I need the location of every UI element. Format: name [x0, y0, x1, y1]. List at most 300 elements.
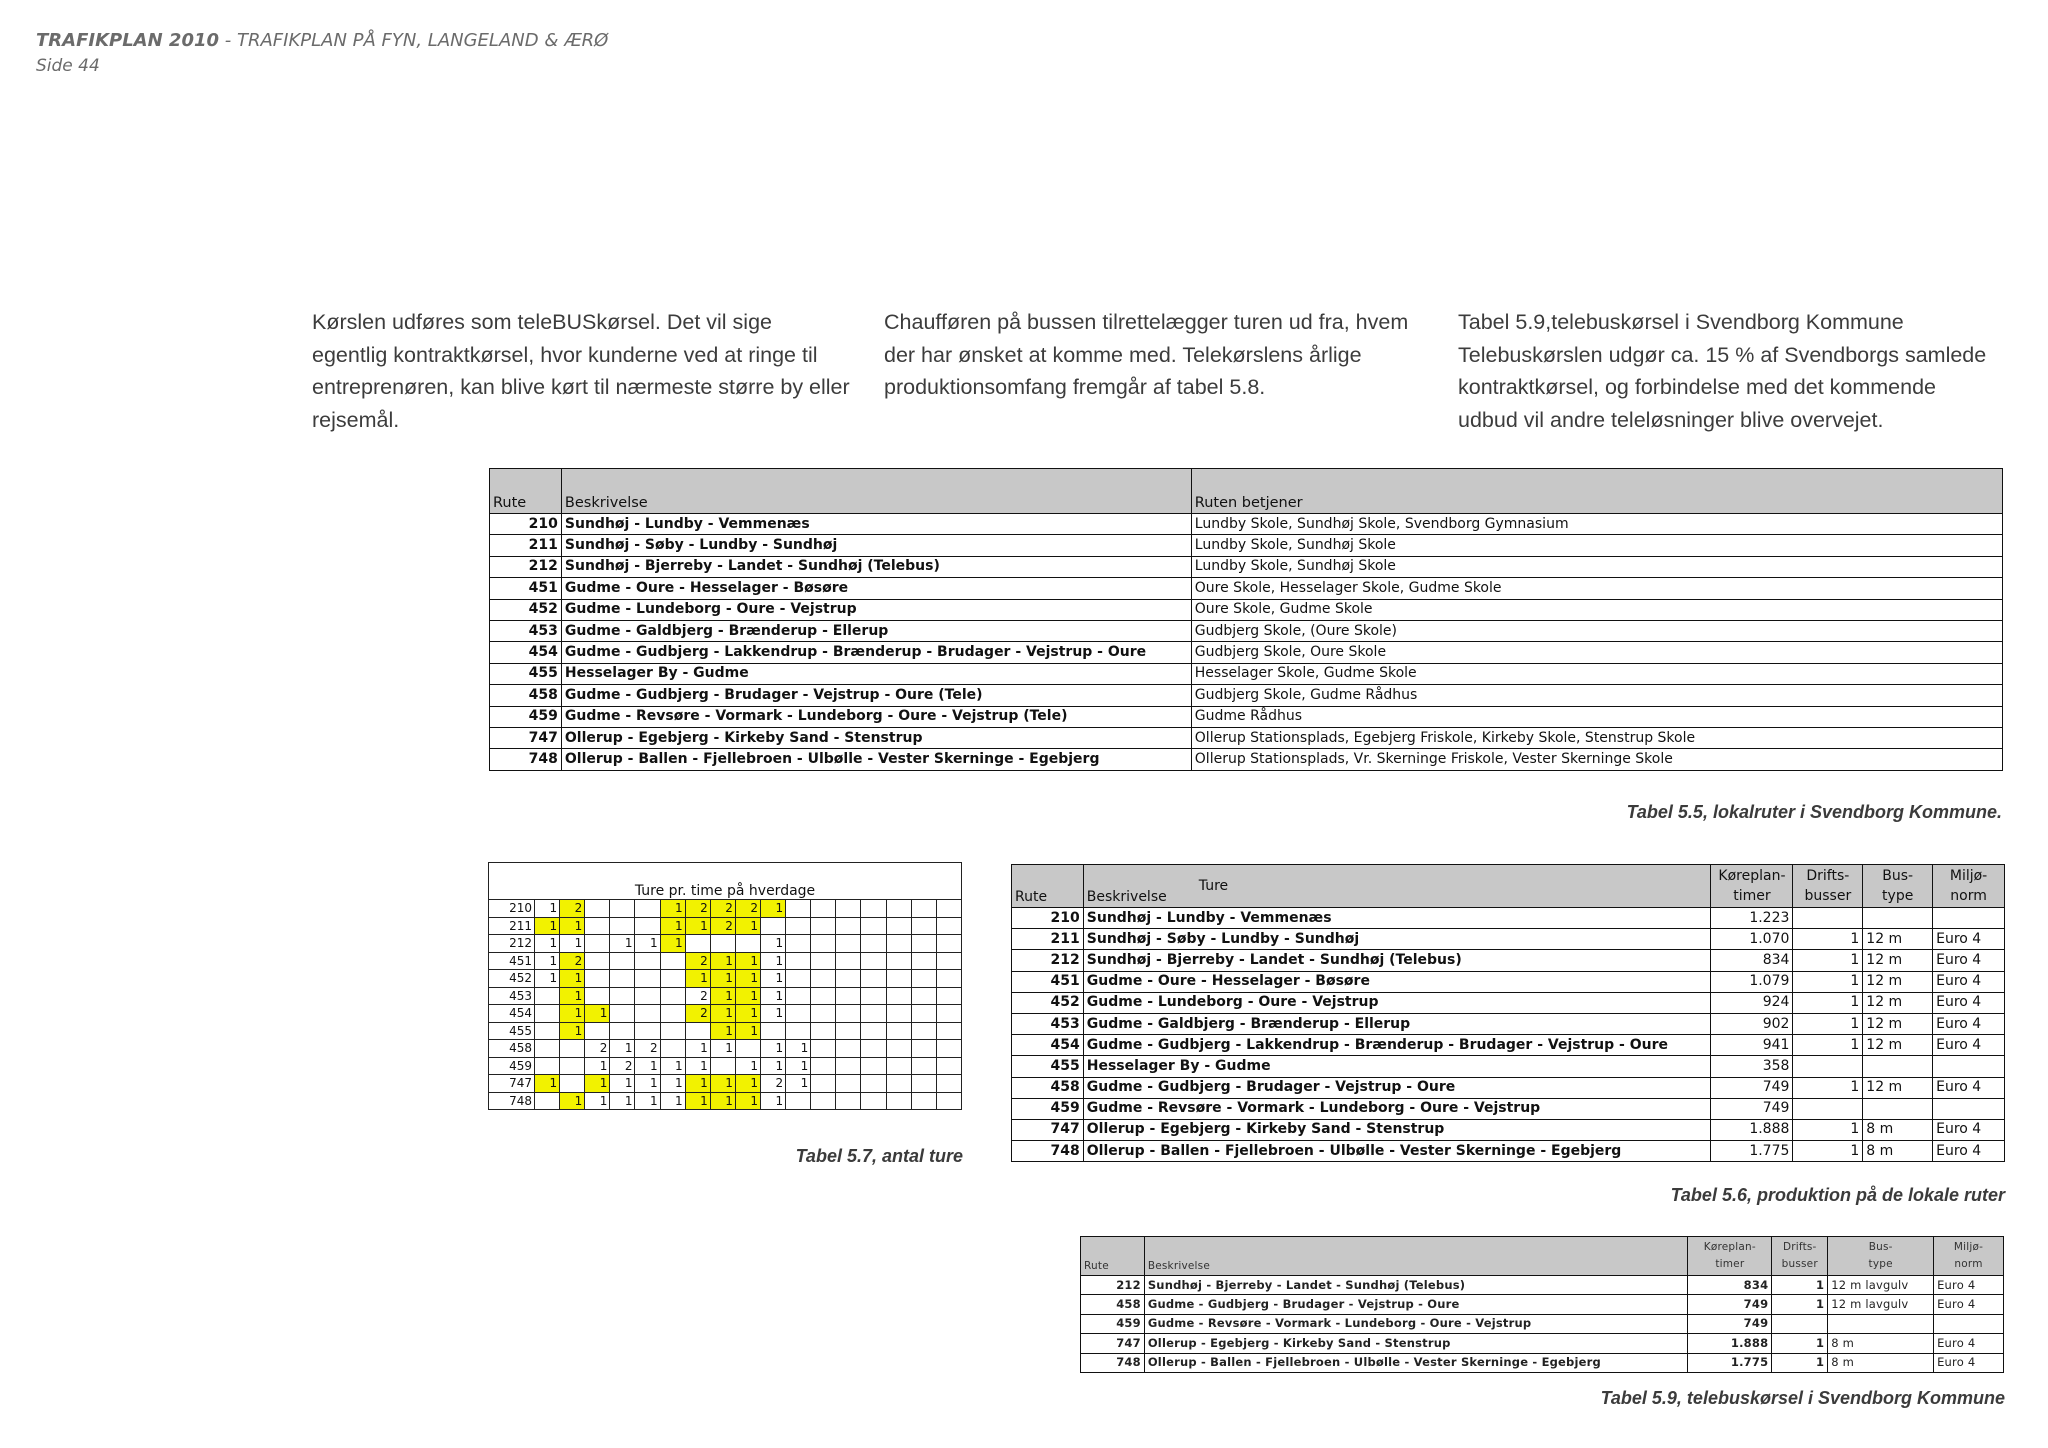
- table-row: [490, 685, 2003, 706]
- cell-koereplantimer: 1.775: [1711, 1141, 1793, 1162]
- cell-rute: 453: [1012, 1013, 1084, 1034]
- cell-beskrivelse: Sundhøj - Bjerreby - Landet - Sundhøj (Telebus): [561, 556, 1191, 577]
- table-row: [490, 535, 2003, 556]
- cell-driftsbusser: 1: [1793, 1077, 1863, 1098]
- cell-beskrivelse: Ollerup - Egebjerg - Kirkeby Sand - Stenstrup: [561, 727, 1191, 748]
- cell-rute: 459: [489, 1057, 535, 1075]
- cell-ture: [911, 952, 936, 970]
- cell-ture: [886, 987, 911, 1005]
- cell-ture: 1: [761, 935, 786, 953]
- cell-rute: 212: [1081, 1276, 1145, 1295]
- col-header-beskrivelse: [1083, 865, 1711, 908]
- cell-bustype: 12 m: [1863, 950, 1933, 971]
- cell-ture: 2: [685, 900, 710, 918]
- cell-beskrivelse: Gudme - Revsøre - Vormark - Lundeborg - Oure - Vejstrup: [1083, 1098, 1711, 1119]
- cell-ture: [811, 1022, 836, 1040]
- cell-driftsbusser: [1793, 908, 1863, 929]
- cell-ture: [761, 1022, 786, 1040]
- cell-koereplantimer: 1.775: [1688, 1353, 1772, 1372]
- cell-beskrivelse: Gudme - Gudbjerg - Brudager - Vejstrup - Oure (Tele): [561, 685, 1191, 706]
- table-header-row: [490, 469, 2003, 514]
- cell-ture: [911, 900, 936, 918]
- cell-ture: [735, 1040, 760, 1058]
- cell-ture: [936, 1092, 961, 1110]
- cell-ture: 1: [560, 1092, 585, 1110]
- cell-ture: 1: [535, 1075, 560, 1093]
- cell-koereplantimer: 1.070: [1711, 929, 1793, 950]
- cell-ture: [610, 917, 635, 935]
- cell-driftsbusser: [1793, 1056, 1863, 1077]
- cell-ture: 2: [610, 1057, 635, 1075]
- cell-ruten-betjener: Lundby Skole, Sundhøj Skole: [1191, 556, 2002, 577]
- cell-ture: [635, 900, 660, 918]
- table-row: [490, 706, 2003, 727]
- cell-ture: 1: [761, 970, 786, 988]
- cell-rute: 747: [1081, 1334, 1145, 1353]
- cell-bustype: 12 m lavgulv: [1828, 1295, 1934, 1314]
- cell-koereplantimer: 834: [1688, 1276, 1772, 1295]
- cell-ture: [735, 935, 760, 953]
- cell-ture: [610, 1005, 635, 1023]
- cell-beskrivelse: Ollerup - Ballen - Fjellebroen - Ulbølle - Vester Skerninge - Egebjerg: [561, 749, 1191, 770]
- cell-ture: [886, 970, 911, 988]
- cell-koereplantimer: 1.888: [1711, 1119, 1793, 1140]
- caption-table-5-5: Tabel 5.5, lokalruter i Svendborg Kommune.: [1626, 802, 2002, 822]
- cell-driftsbusser: [1793, 1098, 1863, 1119]
- cell-rute: 211: [490, 535, 562, 556]
- cell-ture: 2: [685, 952, 710, 970]
- col-header-beskrivelse: Beskrivelse: [1144, 1237, 1688, 1276]
- cell-koereplantimer: 358: [1711, 1056, 1793, 1077]
- table-row: [1081, 1295, 2004, 1314]
- table-row: [489, 1005, 962, 1023]
- cell-koereplantimer: 749: [1688, 1314, 1772, 1333]
- cell-ture: 1: [786, 1075, 811, 1093]
- cell-ture: 2: [560, 952, 585, 970]
- cell-bustype: 8 m: [1863, 1119, 1933, 1140]
- cell-ture: 1: [685, 1075, 710, 1093]
- table-header-row: [1081, 1237, 2004, 1276]
- cell-ture: [535, 1022, 560, 1040]
- cell-ture: 2: [685, 1005, 710, 1023]
- cell-ture: 1: [735, 1022, 760, 1040]
- cell-ture: 1: [685, 1092, 710, 1110]
- cell-ture: 1: [710, 1040, 735, 1058]
- cell-ture: [886, 1005, 911, 1023]
- cell-ture: [786, 952, 811, 970]
- cell-driftsbusser: 1: [1772, 1353, 1828, 1372]
- cell-ture: 1: [761, 900, 786, 918]
- cell-ture: 1: [610, 1040, 635, 1058]
- cell-ture: [610, 970, 635, 988]
- cell-bustype: 12 m: [1863, 992, 1933, 1013]
- table-row: [1012, 1013, 2005, 1034]
- table-row: [490, 620, 2003, 641]
- table-title-row: [489, 863, 962, 900]
- cell-ture: [660, 970, 685, 988]
- col-header-beskrivelse-label: Beskrivelse: [1086, 889, 1167, 905]
- cell-ture: 1: [660, 1075, 685, 1093]
- cell-ture: 1: [585, 1005, 610, 1023]
- cell-ture: [911, 1022, 936, 1040]
- cell-ture: 1: [710, 1092, 735, 1110]
- header-line-1: Køreplan-: [1718, 868, 1786, 884]
- cell-ture: [635, 952, 660, 970]
- cell-bustype: 12 m: [1863, 971, 1933, 992]
- cell-ture: [660, 952, 685, 970]
- cell-ture: [861, 900, 886, 918]
- cell-ture: [635, 917, 660, 935]
- cell-rute: 454: [1012, 1035, 1084, 1056]
- cell-ture: [911, 1075, 936, 1093]
- cell-rute: 453: [489, 987, 535, 1005]
- cell-ture: 1: [635, 1075, 660, 1093]
- cell-ture: 1: [560, 1005, 585, 1023]
- cell-rute: 459: [490, 706, 562, 727]
- cell-ture: [861, 987, 886, 1005]
- cell-driftsbusser: 1: [1793, 1013, 1863, 1034]
- table-row: [1012, 1056, 2005, 1077]
- cell-ture: [836, 1005, 861, 1023]
- cell-ture: [585, 935, 610, 953]
- cell-ture: [535, 1005, 560, 1023]
- cell-miljoenorm: [1933, 908, 2005, 929]
- header-line-1: Bus-: [1868, 1241, 1893, 1253]
- cell-ture: [886, 1040, 911, 1058]
- cell-beskrivelse: Gudme - Lundeborg - Oure - Vejstrup: [1083, 992, 1711, 1013]
- cell-ture: [911, 917, 936, 935]
- cell-ture: 1: [761, 1040, 786, 1058]
- cell-ruten-betjener: Lundby Skole, Sundhøj Skole: [1191, 535, 2002, 556]
- table-row: [489, 935, 962, 953]
- cell-ture: [861, 1075, 886, 1093]
- cell-ture: 1: [685, 970, 710, 988]
- cell-beskrivelse: Gudme - Galdbjerg - Brænderup - Ellerup: [561, 620, 1191, 641]
- cell-ture: [610, 952, 635, 970]
- cell-ture: [660, 1005, 685, 1023]
- text-column-1: Kørslen udføres som teleBUSkørsel. Det vil sige egentlig kontraktkørsel, hvor kunderne ved at ringe til entreprenøren, kan blive kørt til nærmeste større by eller rejsemål.: [312, 310, 850, 432]
- cell-rute: 451: [1012, 971, 1084, 992]
- cell-ture: [836, 1075, 861, 1093]
- cell-ture: [836, 1022, 861, 1040]
- cell-koereplantimer: 1.888: [1688, 1334, 1772, 1353]
- table-row: [490, 599, 2003, 620]
- caption-table-5-6: Tabel 5.6, produktion på de lokale ruter: [1670, 1185, 2005, 1205]
- cell-miljoenorm: Euro 4: [1933, 1141, 2005, 1162]
- cell-ruten-betjener: Oure Skole, Hesselager Skole, Gudme Skole: [1191, 578, 2002, 599]
- cell-ture: 2: [685, 987, 710, 1005]
- header-line-2: type: [1882, 888, 1914, 904]
- cell-beskrivelse: Sundhøj - Lundby - Vemmenæs: [1083, 908, 1711, 929]
- cell-beskrivelse: Gudme - Gudbjerg - Brudager - Vejstrup - Oure: [1144, 1295, 1688, 1314]
- cell-koereplantimer: 1.223: [1711, 908, 1793, 929]
- cell-ture: 1: [710, 987, 735, 1005]
- cell-ture: [560, 1057, 585, 1075]
- header-line-2: busser: [1804, 888, 1852, 904]
- cell-beskrivelse: Ollerup - Egebjerg - Kirkeby Sand - Stenstrup: [1144, 1334, 1688, 1353]
- cell-ture: [836, 987, 861, 1005]
- cell-bustype: 8 m: [1863, 1141, 1933, 1162]
- col-header-rute: Rute: [1012, 865, 1084, 908]
- table-5-5: [489, 468, 2003, 771]
- cell-ture: [560, 1040, 585, 1058]
- cell-miljoenorm: Euro 4: [1934, 1334, 2004, 1353]
- cell-rute: 455: [1012, 1056, 1084, 1077]
- table-row: [1012, 992, 2005, 1013]
- col-header-driftsbusser: [1772, 1237, 1828, 1276]
- cell-rute: 455: [490, 663, 562, 684]
- header-line-1: Miljø-: [1949, 868, 1988, 884]
- cell-ture: [836, 917, 861, 935]
- col-header-miljoenorm: [1933, 865, 2005, 908]
- cell-ture: [936, 1005, 961, 1023]
- cell-miljoenorm: Euro 4: [1934, 1295, 2004, 1314]
- cell-bustype: 8 m: [1828, 1334, 1934, 1353]
- cell-beskrivelse: Ollerup - Ballen - Fjellebroen - Ulbølle - Vester Skerninge - Egebjerg: [1083, 1141, 1711, 1162]
- cell-ture: [911, 935, 936, 953]
- cell-ture: [861, 1040, 886, 1058]
- cell-miljoenorm: Euro 4: [1933, 950, 2005, 971]
- cell-ture: [811, 1075, 836, 1093]
- cell-ture: [811, 987, 836, 1005]
- cell-ture: 1: [560, 987, 585, 1005]
- cell-ture: 1: [585, 1092, 610, 1110]
- table-row: [1012, 1077, 2005, 1098]
- table-row: [490, 663, 2003, 684]
- cell-ture: 1: [535, 935, 560, 953]
- cell-beskrivelse: Sundhøj - Søby - Lundby - Sundhøj: [1083, 929, 1711, 950]
- cell-koereplantimer: 749: [1688, 1295, 1772, 1314]
- cell-ture: [786, 970, 811, 988]
- col-header-koereplantimer: [1711, 865, 1793, 908]
- cell-ture: [836, 970, 861, 988]
- cell-rute: 458: [489, 1040, 535, 1058]
- cell-beskrivelse: Sundhøj - Lundby - Vemmenæs: [561, 514, 1191, 535]
- table-row: [1012, 1035, 2005, 1056]
- col-header-ruten-betjener: Ruten betjener: [1191, 469, 2002, 514]
- cell-bustype: 12 m: [1863, 1013, 1933, 1034]
- cell-ture: [886, 900, 911, 918]
- cell-koereplantimer: 1.079: [1711, 971, 1793, 992]
- cell-ture: [936, 900, 961, 918]
- cell-ture: [761, 917, 786, 935]
- cell-rute: 458: [1081, 1295, 1145, 1314]
- cell-ture: 1: [786, 1057, 811, 1075]
- cell-rute: 451: [489, 952, 535, 970]
- table-row: [1081, 1353, 2004, 1372]
- cell-ture: [811, 1005, 836, 1023]
- table-row: [1081, 1334, 2004, 1353]
- cell-beskrivelse: Gudme - Revsøre - Vormark - Lundeborg - Oure - Vejstrup: [1144, 1314, 1688, 1333]
- cell-ture: [836, 1057, 861, 1075]
- table-row: [490, 749, 2003, 770]
- cell-ture: 1: [560, 917, 585, 935]
- cell-miljoenorm: Euro 4: [1934, 1276, 2004, 1295]
- cell-ture: [861, 1057, 886, 1075]
- cell-ture: [535, 1057, 560, 1075]
- table-row: [489, 1040, 962, 1058]
- cell-rute: 453: [490, 620, 562, 641]
- document-header: [36, 30, 608, 51]
- cell-koereplantimer: 749: [1711, 1098, 1793, 1119]
- cell-ture: 1: [735, 917, 760, 935]
- cell-ture: [861, 970, 886, 988]
- table-row: [489, 1092, 962, 1110]
- cell-beskrivelse: Gudme - Oure - Hesselager - Bøsøre: [1083, 971, 1711, 992]
- cell-ture: [535, 987, 560, 1005]
- cell-ture: [936, 1075, 961, 1093]
- header-line-1: Bus-: [1882, 868, 1914, 884]
- cell-ture: [786, 900, 811, 918]
- cell-ture: [911, 1040, 936, 1058]
- cell-beskrivelse: Gudme - Galdbjerg - Brænderup - Ellerup: [1083, 1013, 1711, 1034]
- cell-ture: 1: [685, 1057, 710, 1075]
- cell-miljoenorm: Euro 4: [1933, 1013, 2005, 1034]
- cell-ture: [811, 917, 836, 935]
- col-header-ture: Ture: [1198, 878, 1229, 894]
- cell-ture: [560, 1075, 585, 1093]
- cell-ture: [936, 970, 961, 988]
- cell-rute: 452: [489, 970, 535, 988]
- cell-ruten-betjener: Gudbjerg Skole, (Oure Skole): [1191, 620, 2002, 641]
- cell-beskrivelse: Hesselager By - Gudme: [561, 663, 1191, 684]
- table-5-6: [1011, 864, 2005, 1162]
- col-header-bustype: [1863, 865, 1933, 908]
- cell-ture: [610, 900, 635, 918]
- cell-driftsbusser: [1772, 1314, 1828, 1333]
- cell-ruten-betjener: Gudbjerg Skole, Gudme Rådhus: [1191, 685, 2002, 706]
- cell-ture: 1: [786, 1040, 811, 1058]
- cell-driftsbusser: 1: [1772, 1295, 1828, 1314]
- cell-ture: [786, 1005, 811, 1023]
- cell-ture: [811, 952, 836, 970]
- cell-driftsbusser: 1: [1793, 929, 1863, 950]
- table-row: [490, 578, 2003, 599]
- table-row: [1081, 1314, 2004, 1333]
- table-5-7-title: Ture pr. time på hverdage: [489, 863, 962, 900]
- cell-ture: 1: [660, 1057, 685, 1075]
- table-row: [1012, 950, 2005, 971]
- cell-ture: [936, 917, 961, 935]
- cell-ture: 1: [735, 1075, 760, 1093]
- page-number: Side 44: [36, 56, 100, 76]
- cell-beskrivelse: Sundhøj - Bjerreby - Landet - Sundhøj (Telebus): [1083, 950, 1711, 971]
- cell-ture: 1: [735, 1092, 760, 1110]
- cell-ture: [836, 935, 861, 953]
- table-row: [1081, 1276, 2004, 1295]
- table-row: [490, 556, 2003, 577]
- cell-beskrivelse: Gudme - Oure - Hesselager - Bøsøre: [561, 578, 1191, 599]
- cell-ture: 2: [710, 900, 735, 918]
- table-row: [1012, 929, 2005, 950]
- cell-rute: 210: [490, 514, 562, 535]
- cell-ture: 1: [761, 1005, 786, 1023]
- cell-koereplantimer: 924: [1711, 992, 1793, 1013]
- cell-ture: 1: [585, 1057, 610, 1075]
- cell-rute: 212: [1012, 950, 1084, 971]
- cell-ture: [861, 1022, 886, 1040]
- cell-ture: [861, 952, 886, 970]
- cell-ture: 1: [710, 1075, 735, 1093]
- cell-ture: [635, 1022, 660, 1040]
- header-line-1: Drifts-: [1806, 868, 1850, 884]
- cell-rute: 211: [489, 917, 535, 935]
- caption-table-5-7: Tabel 5.7, antal ture: [795, 1146, 963, 1166]
- cell-ture: 1: [560, 1022, 585, 1040]
- cell-ture: 1: [710, 1005, 735, 1023]
- table-row: [490, 727, 2003, 748]
- table-row: [490, 642, 2003, 663]
- header-line-2: busser: [1781, 1258, 1818, 1270]
- header-line-2: norm: [1954, 1258, 1983, 1270]
- cell-ture: [811, 900, 836, 918]
- table-header-row: [1012, 865, 2005, 908]
- cell-ture: 1: [585, 1075, 610, 1093]
- col-header-miljoenorm: [1934, 1237, 2004, 1276]
- cell-rute: 748: [1081, 1353, 1145, 1372]
- header-line-1: Drifts-: [1782, 1241, 1817, 1253]
- cell-ture: [886, 917, 911, 935]
- cell-ruten-betjener: Gudbjerg Skole, Oure Skole: [1191, 642, 2002, 663]
- cell-ture: 2: [735, 900, 760, 918]
- header-title: TRAFIKPLAN 2010: [36, 30, 220, 51]
- cell-miljoenorm: Euro 4: [1934, 1353, 2004, 1372]
- cell-ture: [836, 952, 861, 970]
- cell-ture: [786, 987, 811, 1005]
- cell-driftsbusser: 1: [1793, 950, 1863, 971]
- cell-beskrivelse: Ollerup - Egebjerg - Kirkeby Sand - Stenstrup: [1083, 1119, 1711, 1140]
- cell-rute: 748: [489, 1092, 535, 1110]
- cell-driftsbusser: 1: [1793, 1035, 1863, 1056]
- cell-ture: [886, 1075, 911, 1093]
- table-row: [490, 514, 2003, 535]
- cell-ture: 1: [761, 1092, 786, 1110]
- cell-ture: 1: [535, 952, 560, 970]
- cell-rute: 748: [1012, 1141, 1084, 1162]
- cell-ture: [585, 952, 610, 970]
- table-row: [1012, 1141, 2005, 1162]
- table-row: [489, 952, 962, 970]
- cell-beskrivelse: Ollerup - Ballen - Fjellebroen - Ulbølle - Vester Skerninge - Egebjerg: [1144, 1353, 1688, 1372]
- cell-ture: [585, 970, 610, 988]
- cell-ture: [660, 1040, 685, 1058]
- cell-koereplantimer: 941: [1711, 1035, 1793, 1056]
- cell-ture: [936, 935, 961, 953]
- cell-ture: [911, 1005, 936, 1023]
- cell-ture: [936, 987, 961, 1005]
- table-row: [489, 917, 962, 935]
- cell-beskrivelse: Gudme - Revsøre - Vormark - Lundeborg - Oure - Vejstrup (Tele): [561, 706, 1191, 727]
- cell-miljoenorm: [1933, 1098, 2005, 1119]
- cell-ture: [886, 1022, 911, 1040]
- cell-miljoenorm: [1933, 1056, 2005, 1077]
- cell-ture: 1: [685, 1040, 710, 1058]
- cell-ture: 1: [660, 1092, 685, 1110]
- header-line-2: norm: [1950, 888, 1987, 904]
- cell-driftsbusser: 1: [1772, 1334, 1828, 1353]
- cell-ture: [786, 1092, 811, 1110]
- cell-ture: [936, 1022, 961, 1040]
- cell-rute: 455: [489, 1022, 535, 1040]
- cell-miljoenorm: Euro 4: [1933, 1035, 2005, 1056]
- cell-rute: 458: [1012, 1077, 1084, 1098]
- cell-ture: 1: [535, 970, 560, 988]
- cell-ture: 1: [635, 1092, 660, 1110]
- cell-ture: 1: [710, 1022, 735, 1040]
- cell-ture: 1: [685, 917, 710, 935]
- cell-ture: 2: [761, 1075, 786, 1093]
- cell-rute: 459: [1012, 1098, 1084, 1119]
